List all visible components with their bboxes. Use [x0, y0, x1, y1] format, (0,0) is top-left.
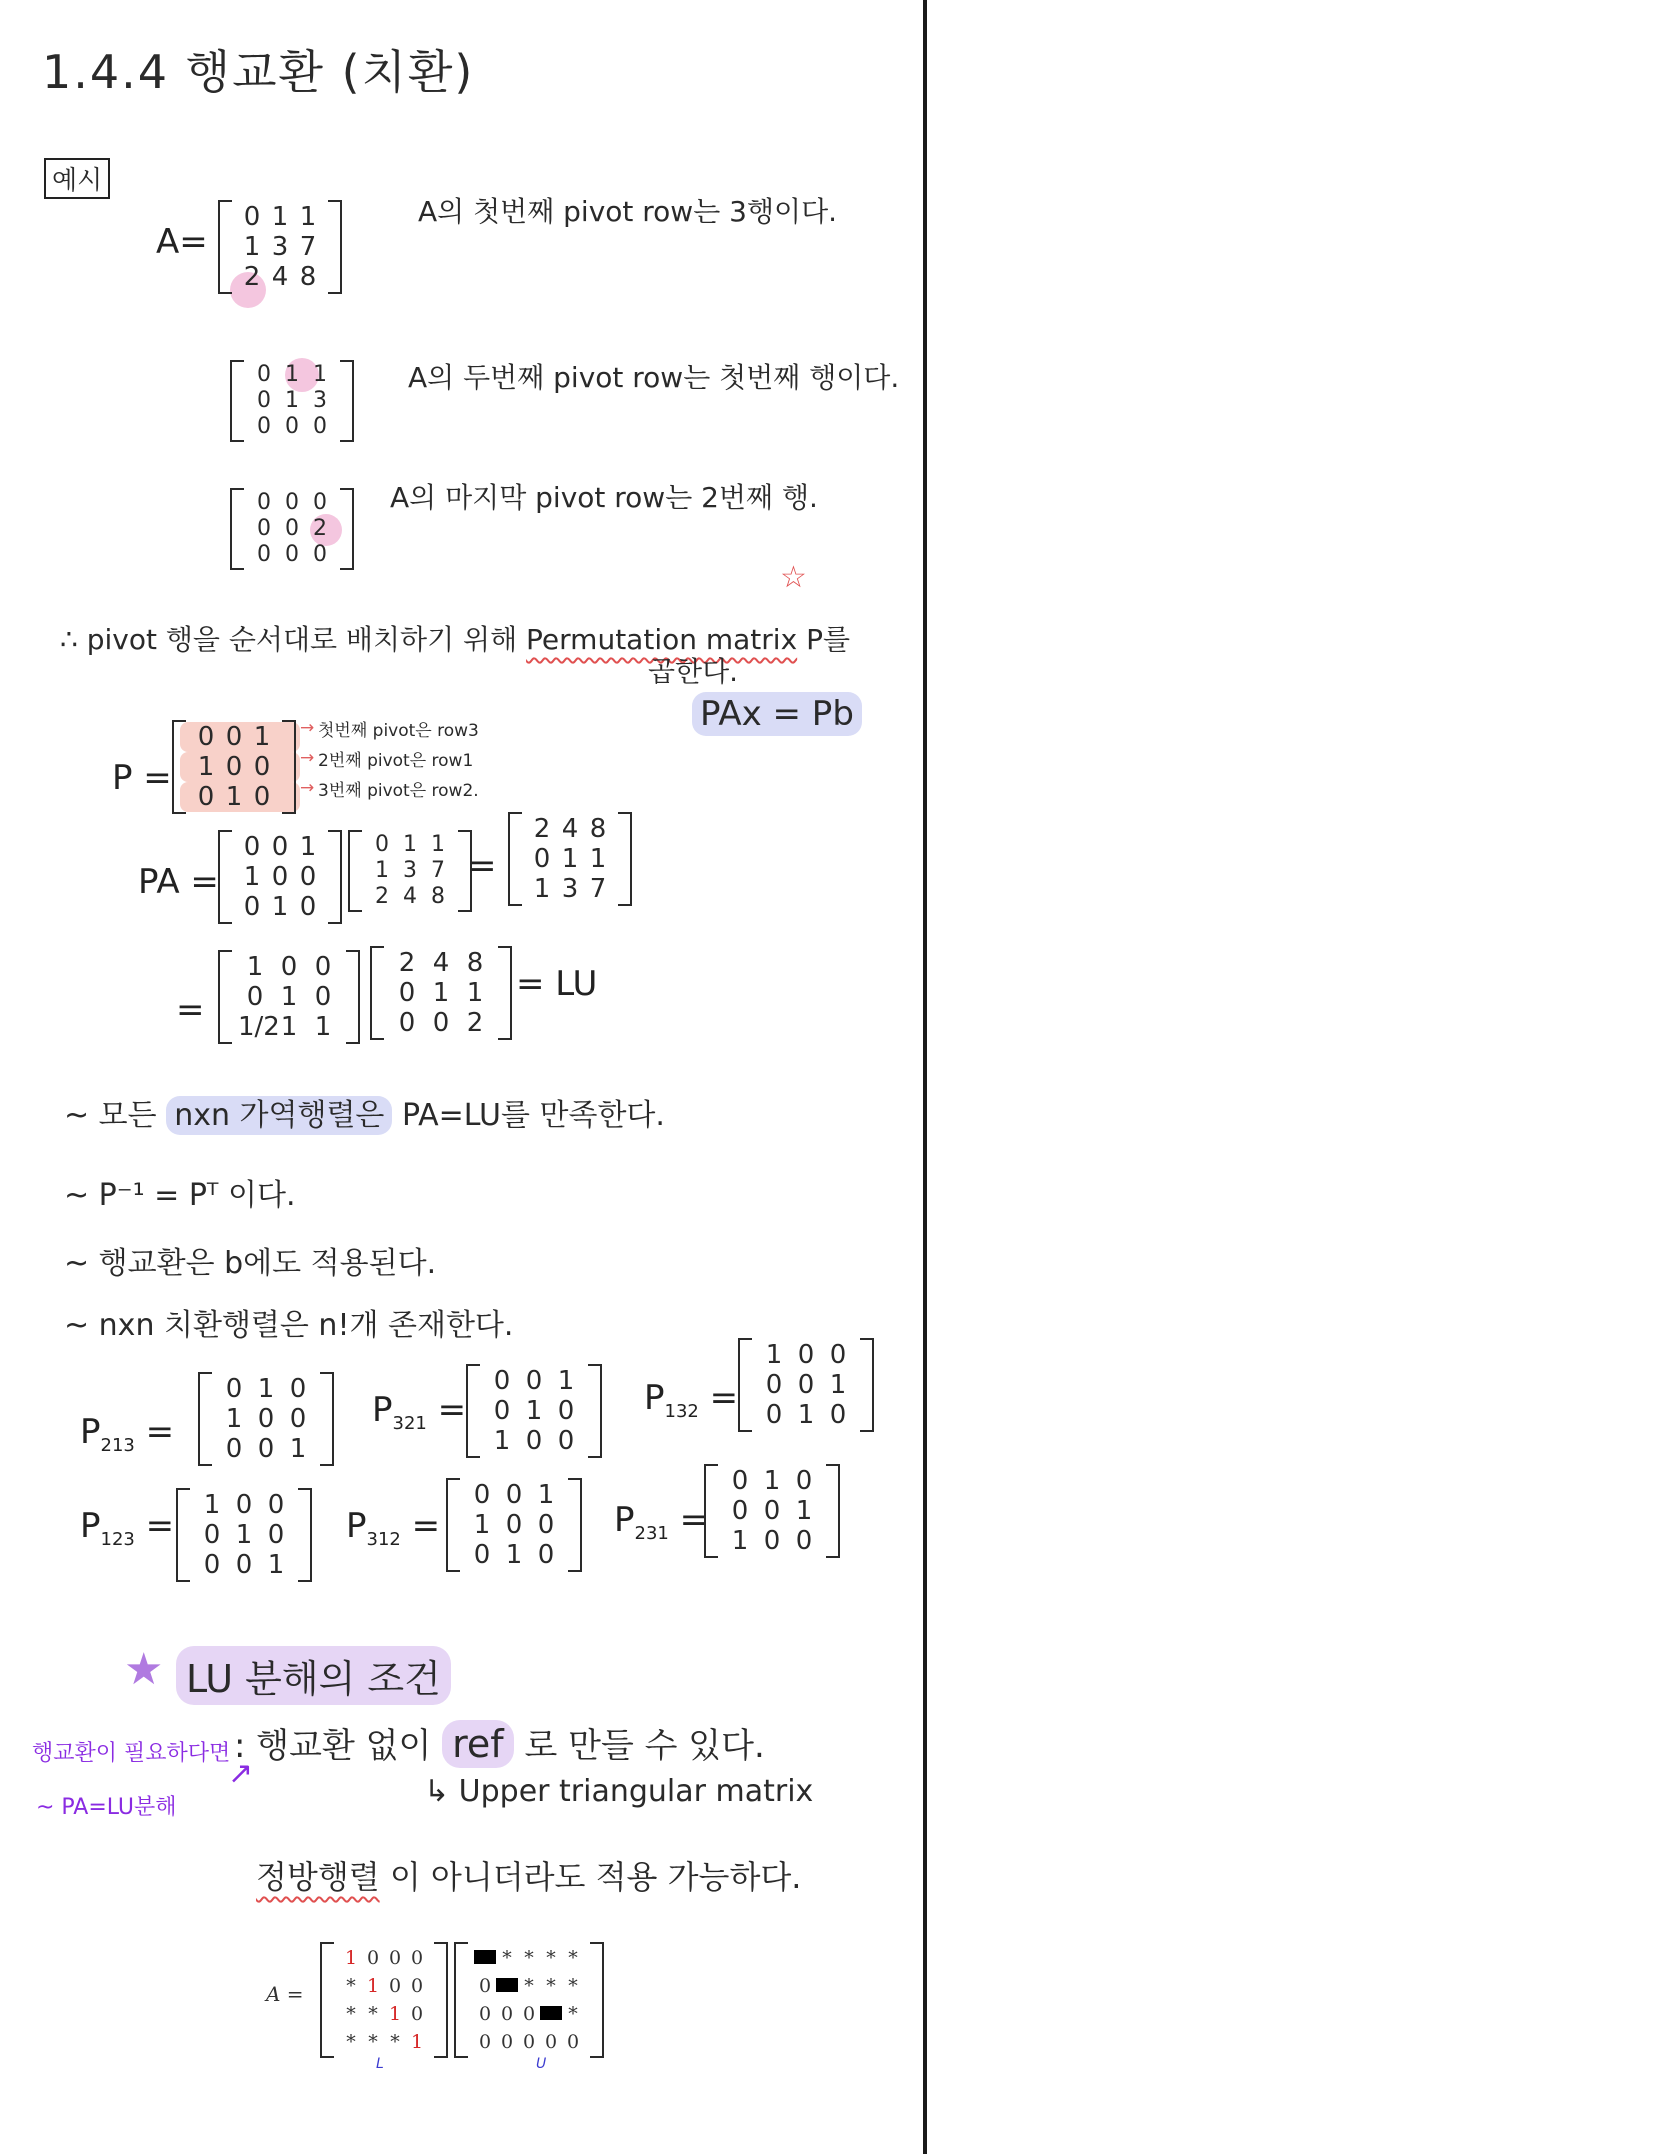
matrix-cell: 1 [246, 952, 264, 982]
matrix-grid [718, 1464, 826, 1558]
bracket-left [348, 830, 362, 912]
matrix-cell: 0 [505, 1480, 523, 1510]
matrix-cell: 0 [257, 388, 271, 413]
matrix-cell: 0 [410, 1947, 424, 1969]
matrix-cell: 7 [589, 874, 607, 904]
matrix-p [172, 720, 296, 814]
matrix-cell: 0 [235, 1550, 253, 1580]
matrix-cell: 0 [478, 1975, 492, 1997]
matrix-cell: 1 [197, 752, 215, 782]
matrix-cell: 0 [271, 832, 289, 862]
matrix-cell: 0 [280, 952, 298, 982]
matrix-cell: * [568, 1975, 578, 1997]
matrix-step2 [230, 360, 354, 442]
bracket-left [454, 1942, 468, 2058]
matrix-cell: 1 [253, 722, 271, 752]
u-matrix [370, 946, 512, 1040]
matrix-cell: 1 [533, 874, 551, 904]
upper-triangular-note: ↳ Upper triangular matrix [424, 1774, 814, 1809]
side-note-2: ~ PA=LU분해 [36, 1795, 177, 1820]
matrix-cell: 8 [466, 948, 484, 978]
bracket-right [618, 812, 632, 906]
blank-area [927, 0, 1668, 2154]
matrix-cell: 0 [243, 832, 261, 862]
matrix-cell: 0 [257, 542, 271, 567]
matrix-grid [362, 830, 458, 912]
matrix-grid [232, 200, 328, 294]
matrix-cell: 0 [257, 490, 271, 515]
matrix-cell: 0 [285, 414, 299, 439]
matrix-cell: 0 [533, 844, 551, 874]
matrix-cell: 0 [797, 1370, 815, 1400]
matrix-cell: 2 [398, 948, 416, 978]
matrix-cell: 0 [410, 2003, 424, 2025]
matrix-cell: * [546, 1947, 556, 1969]
equation-pax-pb: PAx = Pb [692, 692, 862, 736]
bracket-left [230, 488, 244, 570]
side-note-1: 행교환이 필요하다면 [32, 1741, 231, 1766]
perm-label-321: $P_{321}$ = [372, 1390, 467, 1434]
matrix-cell: 0 [253, 782, 271, 812]
matrix-cell: 1 [589, 844, 607, 874]
matrix-cell: 0 [257, 1434, 275, 1464]
matrix-grid [244, 360, 340, 442]
matrix-cell: * [524, 1947, 534, 1969]
matrix-grid [232, 950, 346, 1044]
matrix-cell: 0 [225, 1374, 243, 1404]
matrix-grid [186, 720, 282, 814]
tex-u-matrix [454, 1942, 604, 2058]
matrix-grid [244, 488, 340, 570]
matrix-cell: 0 [289, 1374, 307, 1404]
bracket-right [588, 1364, 602, 1458]
matrix-cell: 0 [765, 1370, 783, 1400]
matrix-cell: * [524, 1975, 534, 1997]
matrix-grid [190, 1488, 298, 1582]
section-title: 1.4.4 행교환 (치환) [42, 45, 475, 99]
matrix-cell: 4 [561, 814, 579, 844]
p-note-1: 첫번째 pivot은 row3 [318, 721, 479, 741]
matrix-cell: * [568, 2003, 578, 2025]
matrix-cell: 1 [525, 1396, 543, 1426]
matrix-grid [384, 946, 498, 1040]
matrix-cell: 0 [566, 2031, 580, 2053]
pa-right-matrix [348, 830, 472, 912]
matrix-cell: 0 [285, 490, 299, 515]
perm-label-213: $P_{213}$ = [80, 1412, 175, 1456]
matrix-cell: 0 [493, 1396, 511, 1426]
matrix-cell: 3 [313, 388, 327, 413]
matrix-cell: * [390, 2031, 400, 2053]
bracket-left [198, 1372, 212, 1466]
matrix-cell: 0 [225, 1434, 243, 1464]
pivot-block [474, 1950, 496, 1964]
matrix-cell: 0 [522, 2031, 536, 2053]
matrix-cell: 7 [431, 858, 445, 883]
note-second-pivot: A의 두번째 pivot row는 첫번째 행이다. [408, 361, 900, 394]
matrix-cell: 4 [403, 884, 417, 909]
matrix-cell: 0 [525, 1426, 543, 1456]
bracket-right [590, 1942, 604, 2058]
matrix-step3 [230, 488, 354, 570]
matrix-a [218, 200, 342, 294]
perm-label-132: $P_{132}$ = [644, 1378, 739, 1422]
matrix-cell: 1 [537, 1480, 555, 1510]
bracket-right [298, 1488, 312, 1582]
matrix-cell: 1 [765, 1340, 783, 1370]
matrix-cell: 0 [525, 1366, 543, 1396]
matrix-cell: * [346, 1975, 356, 1997]
matrix-cell: 2 [466, 1008, 484, 1038]
bracket-right [328, 200, 342, 294]
matrix-cell: 1 [257, 1374, 275, 1404]
bracket-right [434, 1942, 448, 2058]
matrix-cell [496, 1972, 518, 2000]
matrix-cell: 1 [314, 1012, 332, 1042]
condition-prefix: : 행교환 없이 [234, 1726, 432, 1766]
matrix-cell: 0 [478, 2003, 492, 2025]
matrix-cell: 1 [289, 1434, 307, 1464]
matrix-cell: 0 [257, 362, 271, 387]
matrix-cell: 0 [795, 1526, 813, 1556]
matrix-grid [522, 812, 618, 906]
matrix-cell: 1 [561, 844, 579, 874]
matrix-cell: 0 [797, 1340, 815, 1370]
pa-result-matrix [508, 812, 632, 906]
perm-matrix-312 [446, 1478, 582, 1572]
matrix-cell: 1 [366, 1975, 380, 1997]
matrix-cell: 0 [478, 2031, 492, 2053]
matrix-cell: 0 [314, 952, 332, 982]
matrix-grid [752, 1338, 860, 1432]
bullet-1-prefix: ~ 모든 [64, 1098, 157, 1133]
matrix-cell: 1 [375, 858, 389, 883]
matrix-cell: 0 [375, 832, 389, 857]
matrix-cell: 0 [203, 1550, 221, 1580]
matrix-cell: 0 [313, 414, 327, 439]
matrix-cell: * [368, 2003, 378, 2025]
matrix-cell: 1 [763, 1466, 781, 1496]
matrix-cell: 0 [557, 1396, 575, 1426]
arrow-icon: → [300, 718, 315, 738]
perm-matrix-321 [466, 1364, 602, 1458]
matrix-cell: 0 [763, 1526, 781, 1556]
matrix-cell: 0 [235, 1490, 253, 1520]
matrix-cell: 3 [403, 858, 417, 883]
matrix-cell: 0 [473, 1480, 491, 1510]
matrix-cell: 1 [280, 982, 298, 1012]
l-matrix [218, 950, 360, 1044]
therefore-line2: 곱한다. [648, 655, 739, 688]
matrix-cell: * [546, 1975, 556, 1997]
matrix-cell: 0 [289, 1404, 307, 1434]
bracket-right [826, 1464, 840, 1558]
matrix-cell: 1 [473, 1510, 491, 1540]
note-first-pivot: A의 첫번째 pivot row는 3행이다. [418, 195, 838, 228]
matrix-cell: 1 [313, 362, 327, 387]
lu-result: = LU [516, 964, 598, 1004]
bracket-left [370, 946, 384, 1040]
bracket-right [498, 946, 512, 1040]
bracket-left [466, 1364, 480, 1458]
matrix-cell: 0 [388, 1947, 402, 1969]
matrix-cell: 0 [473, 1540, 491, 1570]
condition-line1 [234, 1718, 765, 1767]
bracket-right [860, 1338, 874, 1432]
matrix-cell: 0 [537, 1510, 555, 1540]
matrix-cell: 1 [505, 1540, 523, 1570]
matrix-cell: 1 [267, 1550, 285, 1580]
matrix-cell: 8 [299, 262, 317, 292]
matrix-cell: 0 [299, 862, 317, 892]
matrix-grid [480, 1364, 588, 1458]
matrix-cell: 0 [557, 1426, 575, 1456]
square-matrix-term: 정방행렬 [256, 1858, 380, 1896]
matrix-cell: * [346, 2031, 356, 2053]
matrix-cell: 1 [203, 1490, 221, 1520]
bracket-left [172, 720, 186, 814]
pa-equals: = [468, 846, 497, 886]
therefore-suffix: P를 [806, 623, 850, 656]
matrix-cell: 1 [410, 2031, 424, 2053]
bracket-left [218, 950, 232, 1044]
matrix-cell: 0 [765, 1400, 783, 1430]
star-icon: ★ [124, 1644, 164, 1695]
matrix-cell: 1 [271, 892, 289, 922]
matrix-grid [212, 1372, 320, 1466]
perm-label-123: $P_{123}$ = [80, 1506, 175, 1550]
condition-line2-suffix: 이 아니더라도 적용 가능하다. [389, 1858, 802, 1896]
matrix-grid [468, 1942, 590, 2058]
matrix-cell: 0 [500, 2003, 514, 2025]
bullet-1-suffix: PA=LU를 만족한다. [401, 1098, 665, 1133]
matrix-cell: 0 [522, 2003, 536, 2025]
bullet-4: ~ nxn 치환행렬은 n!개 존재한다. [64, 1308, 514, 1343]
tex-a-label: A = [266, 1982, 304, 2006]
matrix-cell: 2 [533, 814, 551, 844]
perm-matrix-123 [176, 1488, 312, 1582]
bracket-right [328, 830, 342, 924]
matrix-cell: 1 [344, 1947, 358, 1969]
matrix-cell: 3 [561, 874, 579, 904]
bracket-left [218, 200, 232, 294]
ref-highlight: ref [442, 1720, 514, 1768]
matrix-cell: 0 [731, 1466, 749, 1496]
bracket-right [340, 488, 354, 570]
bracket-left [704, 1464, 718, 1558]
matrix-cell: 1 [243, 232, 261, 262]
matrix-cell: 0 [432, 1008, 450, 1038]
matrix-cell: 8 [589, 814, 607, 844]
matrix-cell: 0 [203, 1520, 221, 1550]
matrix-cell: 0 [398, 1008, 416, 1038]
matrix-cell: 0 [366, 1947, 380, 1969]
matrix-cell: 0 [267, 1490, 285, 1520]
matrix-cell: 0 [267, 1520, 285, 1550]
matrix-cell [540, 2000, 562, 2028]
matrix-cell: 4 [271, 262, 289, 292]
pa-label: PA = [138, 862, 219, 902]
matrix-cell: 0 [299, 892, 317, 922]
matrix-cell: 1 [243, 862, 261, 892]
matrix-cell: 0 [829, 1400, 847, 1430]
matrix-cell: 1 [795, 1496, 813, 1526]
matrix-cell: 1 [731, 1526, 749, 1556]
arrow-icon: → [300, 778, 315, 798]
condition-line2 [256, 1852, 801, 1898]
bracket-left [446, 1478, 460, 1572]
matrix-cell: 1 [271, 202, 289, 232]
matrix-cell: 0 [763, 1496, 781, 1526]
matrix-cell: 0 [388, 1975, 402, 1997]
perm-label-312: $P_{312}$ = [346, 1506, 441, 1550]
matrix-grid [334, 1942, 434, 2058]
perm-matrix-213 [198, 1372, 334, 1466]
perm-matrix-132 [738, 1338, 874, 1432]
invertible-highlight: nxn 가역행렬은 [166, 1096, 392, 1135]
bullet-3: ~ 행교환은 b에도 적용된다. [64, 1246, 437, 1281]
matrix-cell: 0 [314, 982, 332, 1012]
condition-suffix: 로 만들 수 있다. [524, 1726, 765, 1766]
perm-label-231: $P_{231}$ = [614, 1500, 709, 1544]
bullet-2: ~ P⁻¹ = Pᵀ 이다. [64, 1178, 296, 1213]
matrix-grid [460, 1478, 568, 1572]
matrix-cell: 0 [225, 722, 243, 752]
star-icon: ☆ [780, 560, 807, 595]
bracket-right [282, 720, 296, 814]
matrix-cell: 1 [285, 388, 299, 413]
matrix-cell: 0 [243, 892, 261, 922]
matrix-a-label: A= [156, 222, 208, 262]
arrow-icon: → [300, 748, 315, 768]
matrix-cell: 1 [403, 832, 417, 857]
pivot-block [540, 2006, 562, 2020]
bracket-left [738, 1338, 752, 1432]
matrix-cell: 1 [797, 1400, 815, 1430]
matrix-cell: 0 [313, 542, 327, 567]
bracket-left [230, 360, 244, 442]
pivot-block [496, 1978, 518, 1992]
matrix-cell: 0 [197, 782, 215, 812]
tex-l-matrix [320, 1942, 448, 2058]
bullet-1 [64, 1090, 665, 1134]
arrow-icon: ↗ [228, 1756, 254, 1791]
matrix-cell: * [502, 1947, 512, 1969]
matrix-cell: 1 [280, 1012, 298, 1042]
matrix-cell: 1 [299, 202, 317, 232]
bracket-left [176, 1488, 190, 1582]
matrix-cell: 0 [493, 1366, 511, 1396]
therefore-prefix: ∴ pivot 행을 순서대로 배치하기 위해 [60, 623, 518, 656]
matrix-cell: 0 [253, 752, 271, 782]
matrix-cell: 1/2 [238, 1012, 280, 1042]
matrix-cell: 8 [431, 884, 445, 909]
matrix-cell: 1 [829, 1370, 847, 1400]
bracket-right [320, 1372, 334, 1466]
bracket-right [568, 1478, 582, 1572]
matrix-cell: 0 [257, 414, 271, 439]
note-last-pivot: A의 마지막 pivot row는 2번째 행. [390, 481, 818, 514]
matrix-cell: 1 [235, 1520, 253, 1550]
matrix-cell: * [568, 1947, 578, 1969]
matrix-cell: 0 [271, 862, 289, 892]
matrix-cell: 0 [246, 982, 264, 1012]
matrix-cell: 2 [375, 884, 389, 909]
matrix-cell: 1 [493, 1426, 511, 1456]
matrix-cell: 1 [225, 782, 243, 812]
matrix-cell: 1 [431, 832, 445, 857]
matrix-cell: 0 [197, 722, 215, 752]
matrix-grid [232, 830, 328, 924]
matrix-cell: 0 [257, 516, 271, 541]
matrix-cell: 1 [466, 978, 484, 1008]
matrix-cell: 1 [285, 362, 299, 387]
matrix-cell [474, 1944, 496, 1972]
matrix-cell: 2 [243, 262, 261, 292]
pa-left-matrix [218, 830, 342, 924]
bracket-left [218, 830, 232, 924]
lu-condition-title: LU 분해의 조건 [176, 1646, 451, 1705]
bracket-left [320, 1942, 334, 2058]
matrix-cell: 1 [557, 1366, 575, 1396]
matrix-cell: 3 [271, 232, 289, 262]
p-note-3: 3번째 pivot은 row2. [318, 781, 479, 801]
matrix-cell: 0 [500, 2031, 514, 2053]
matrix-cell: 0 [313, 490, 327, 515]
matrix-cell: 0 [795, 1466, 813, 1496]
matrix-cell: * [346, 2003, 356, 2025]
bracket-right [340, 360, 354, 442]
matrix-cell: 0 [537, 1540, 555, 1570]
matrix-cell: 0 [829, 1340, 847, 1370]
tex-l-name: L [376, 2056, 384, 2072]
matrix-cell: 0 [731, 1496, 749, 1526]
tex-u-name: U [536, 2056, 547, 2072]
matrix-cell: 0 [285, 516, 299, 541]
matrix-cell: 0 [398, 978, 416, 1008]
matrix-cell: 4 [432, 948, 450, 978]
matrix-cell: 1 [225, 1404, 243, 1434]
matrix-cell: 0 [544, 2031, 558, 2053]
matrix-cell: 2 [313, 516, 327, 541]
matrix-cell: 1 [299, 832, 317, 862]
matrix-cell: 1 [432, 978, 450, 1008]
perm-matrix-231 [704, 1464, 840, 1558]
bracket-right [346, 950, 360, 1044]
matrix-cell: 0 [410, 1975, 424, 1997]
matrix-cell: 0 [505, 1510, 523, 1540]
matrix-cell: 0 [257, 1404, 275, 1434]
matrix-p-label: P = [112, 758, 172, 798]
p-note-2: 2번째 pivot은 row1 [318, 751, 474, 771]
matrix-cell: 0 [243, 202, 261, 232]
matrix-cell: 7 [299, 232, 317, 262]
bracket-left [508, 812, 522, 906]
permutation-matrix-term: Permutation matrix [526, 623, 798, 656]
example-label: 예시 [44, 158, 110, 199]
matrix-cell: * [368, 2031, 378, 2053]
lu-equals: = [176, 990, 205, 1030]
matrix-cell: 0 [285, 542, 299, 567]
matrix-cell: 0 [225, 752, 243, 782]
matrix-cell: 1 [388, 2003, 402, 2025]
